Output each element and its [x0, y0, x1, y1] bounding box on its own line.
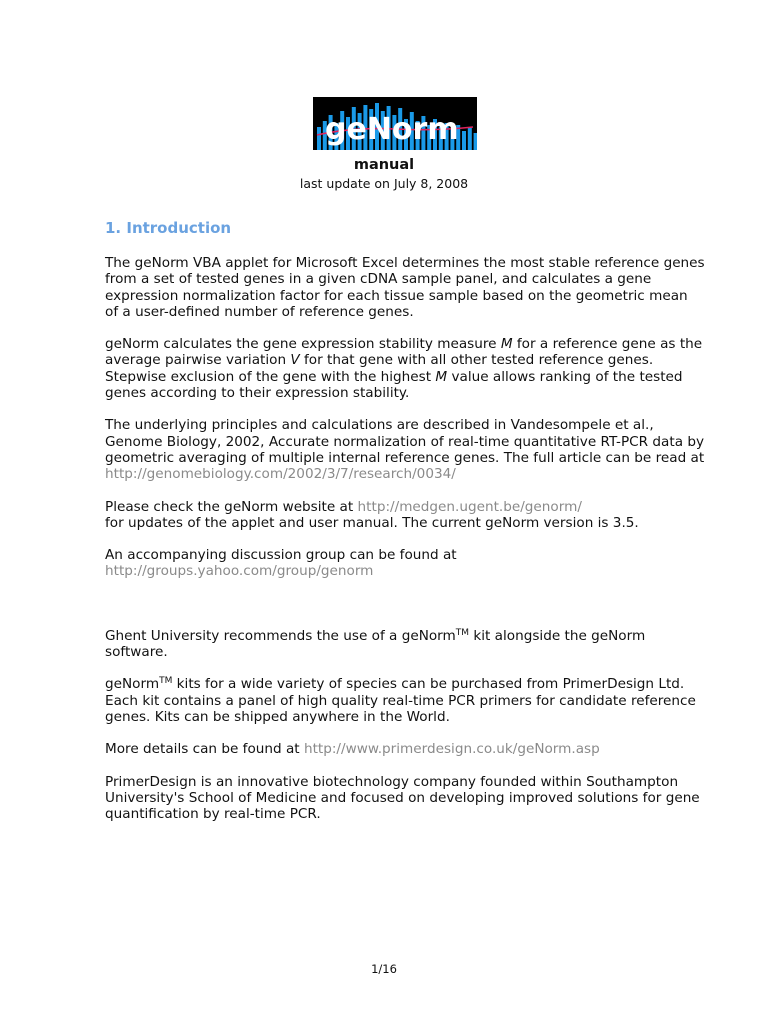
paragraph-ghent-text-a: Ghent University recommends the use of a geNorm: [105, 627, 456, 644]
paragraph-discussion: [105, 547, 705, 580]
paragraph-website: [105, 499, 705, 532]
trademark-mark-kits: TM: [159, 676, 173, 687]
symbol-m-second: M: [435, 368, 448, 385]
document-subtitle: last update on July 8, 2008: [299, 176, 469, 191]
paragraph-stability-text-b: for a reference gene as the average pairwise variation: [105, 336, 703, 369]
paragraph-details: [105, 741, 705, 757]
genorm-website-link[interactable]: http://medgen.ugent.be/genorm/: [357, 498, 582, 515]
paragraph-discussion-text: An accompanying discussion group can be found at: [105, 547, 457, 564]
symbol-m: M: [500, 336, 513, 353]
paragraph-stability-text-d: value allows ranking of the tested genes according to their expression stability.: [105, 368, 683, 402]
yahoo-group-link[interactable]: http://groups.yahoo.com/group/genorm: [105, 563, 374, 580]
trademark-mark: TM: [455, 627, 470, 638]
paragraph-ghent-text-b: kit alongside the geNorm software.: [105, 627, 646, 661]
paragraph-website-text: Please check the geNorm website at: [105, 498, 358, 515]
logo-text-norm: Norm: [366, 112, 459, 147]
paragraph-intro-text: The geNorm VBA applet for Microsoft Excel determines the most stable reference genes from a set of tested genes in a given cDNA sample panel, and calculates a gene expression normalization factor for each tissue sample based on the geometric mean of a user-defined number of reference genes.: [105, 255, 705, 320]
section-heading: 1. Introduction: [105, 219, 232, 237]
page-number: 1/16: [371, 962, 397, 976]
paragraph-kits: [105, 676, 705, 725]
logo-bar: [462, 131, 466, 150]
paragraph-kits-text-b: kits for a wide variety of species can be purchased from PrimerDesign Ltd. Each kit contains a panel of high quality real-time PCR primers for candidate reference genes. Kits can be shipped anywhere in the World.: [105, 676, 696, 725]
paragraph-intro: [105, 255, 705, 320]
paragraph-principles-text: The underlying principles and calculations are described in Vandesompele et al., Genome Biology, 2002, Accurate normalization of real-time quantitative RT-PCR data by geometric averaging of multiple internal reference genes. The full article can be read at: [105, 417, 705, 466]
svg-text:geNorm: [325, 112, 459, 147]
paragraph-stability-text-c: for that gene with all other tested reference genes. Stepwise exclusion of the gene with the highest: [105, 352, 654, 385]
document-body: [105, 218, 705, 838]
symbol-v: V: [290, 352, 300, 369]
paragraph-primerdesign-text: PrimerDesign is an innovative biotechnology company founded within Southampton University's School of Medicine and focused on developing improved solutions for gene quantification by real-time PCR.: [105, 773, 700, 823]
logo-bar: [317, 127, 321, 150]
primerdesign-link[interactable]: http://www.primerdesign.co.uk/geNorm.asp: [303, 741, 600, 758]
paragraph-website-text-2: for updates of the applet and user manual. The current geNorm version is 3.5.: [105, 514, 639, 531]
genorm-logo: [313, 97, 477, 150]
logo-bar: [468, 127, 472, 150]
paragraph-stability: [105, 336, 705, 401]
genorm-logo-graphic: [313, 97, 477, 150]
paragraph-principles: [105, 417, 705, 482]
logo-text-ge: ge: [325, 112, 367, 147]
logo-bar: [474, 133, 477, 150]
paragraph-kits-text-a: geNorm: [105, 676, 160, 693]
document-title: manual: [353, 157, 415, 173]
paragraph-details-text: More details can be found at: [105, 741, 304, 758]
genomebiology-link[interactable]: http://genomebiology.com/2002/3/7/research/0034/: [105, 466, 456, 483]
paragraph-stability-text-a: geNorm calculates the gene expression stability measure: [105, 336, 501, 353]
paragraph-primerdesign: [105, 774, 705, 823]
paragraph-ghent: [105, 628, 705, 661]
